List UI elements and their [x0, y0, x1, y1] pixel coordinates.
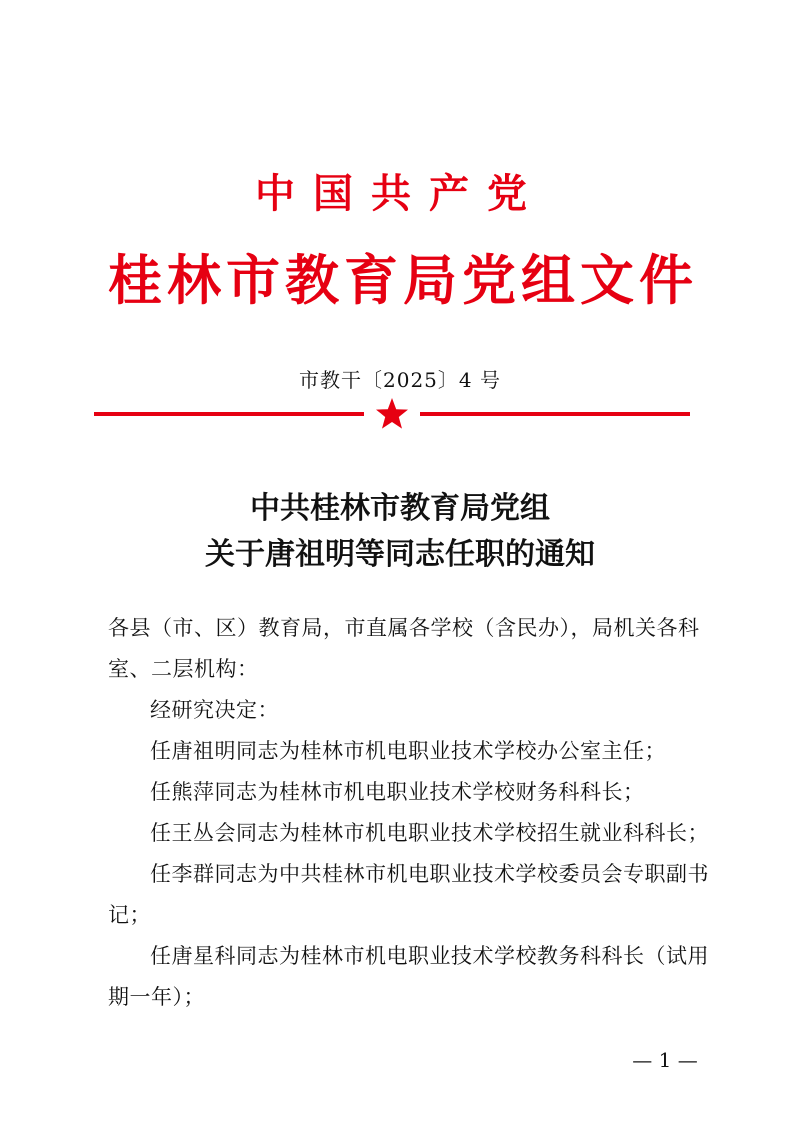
- red-star-icon: [374, 396, 410, 432]
- header-issuer-name: 桂林市教育局党组文件: [108, 249, 698, 312]
- page-number: — 1 —: [632, 1048, 698, 1072]
- document-number: 市教干〔2025〕4 号: [299, 368, 501, 392]
- body-paragraph: 任唐祖明同志为桂林市机电职业技术学校办公室主任；: [150, 739, 666, 763]
- body-paragraph: 任唐星科同志为桂林市机电职业技术学校教务科科长（试用期一年）；: [108, 944, 709, 1009]
- body-paragraph: 任熊萍同志为桂林市机电职业技术学校财务科科长；: [150, 780, 645, 804]
- red-rule-left: [94, 412, 364, 416]
- title-line-2: 关于唐祖明等同志任职的通知: [205, 537, 595, 572]
- addressee: 各县（市、区）教育局，市直属各学校（含民办），局机关各科室、二层机构：: [108, 616, 700, 681]
- body-paragraph: 任王丛会同志为桂林市机电职业技术学校招生就业科科长；: [150, 821, 709, 845]
- document-title: [0, 486, 800, 578]
- body-paragraph: 经研究决定：: [150, 698, 279, 722]
- red-rule-right: [420, 412, 690, 416]
- document-body: [108, 608, 718, 1018]
- header-party-name: 中国共产党: [255, 171, 545, 217]
- body-paragraph: 任李群同志为中共桂林市机电职业技术学校委员会专职副书记；: [108, 862, 709, 927]
- title-line-1: 中共桂林市教育局党组: [250, 491, 550, 526]
